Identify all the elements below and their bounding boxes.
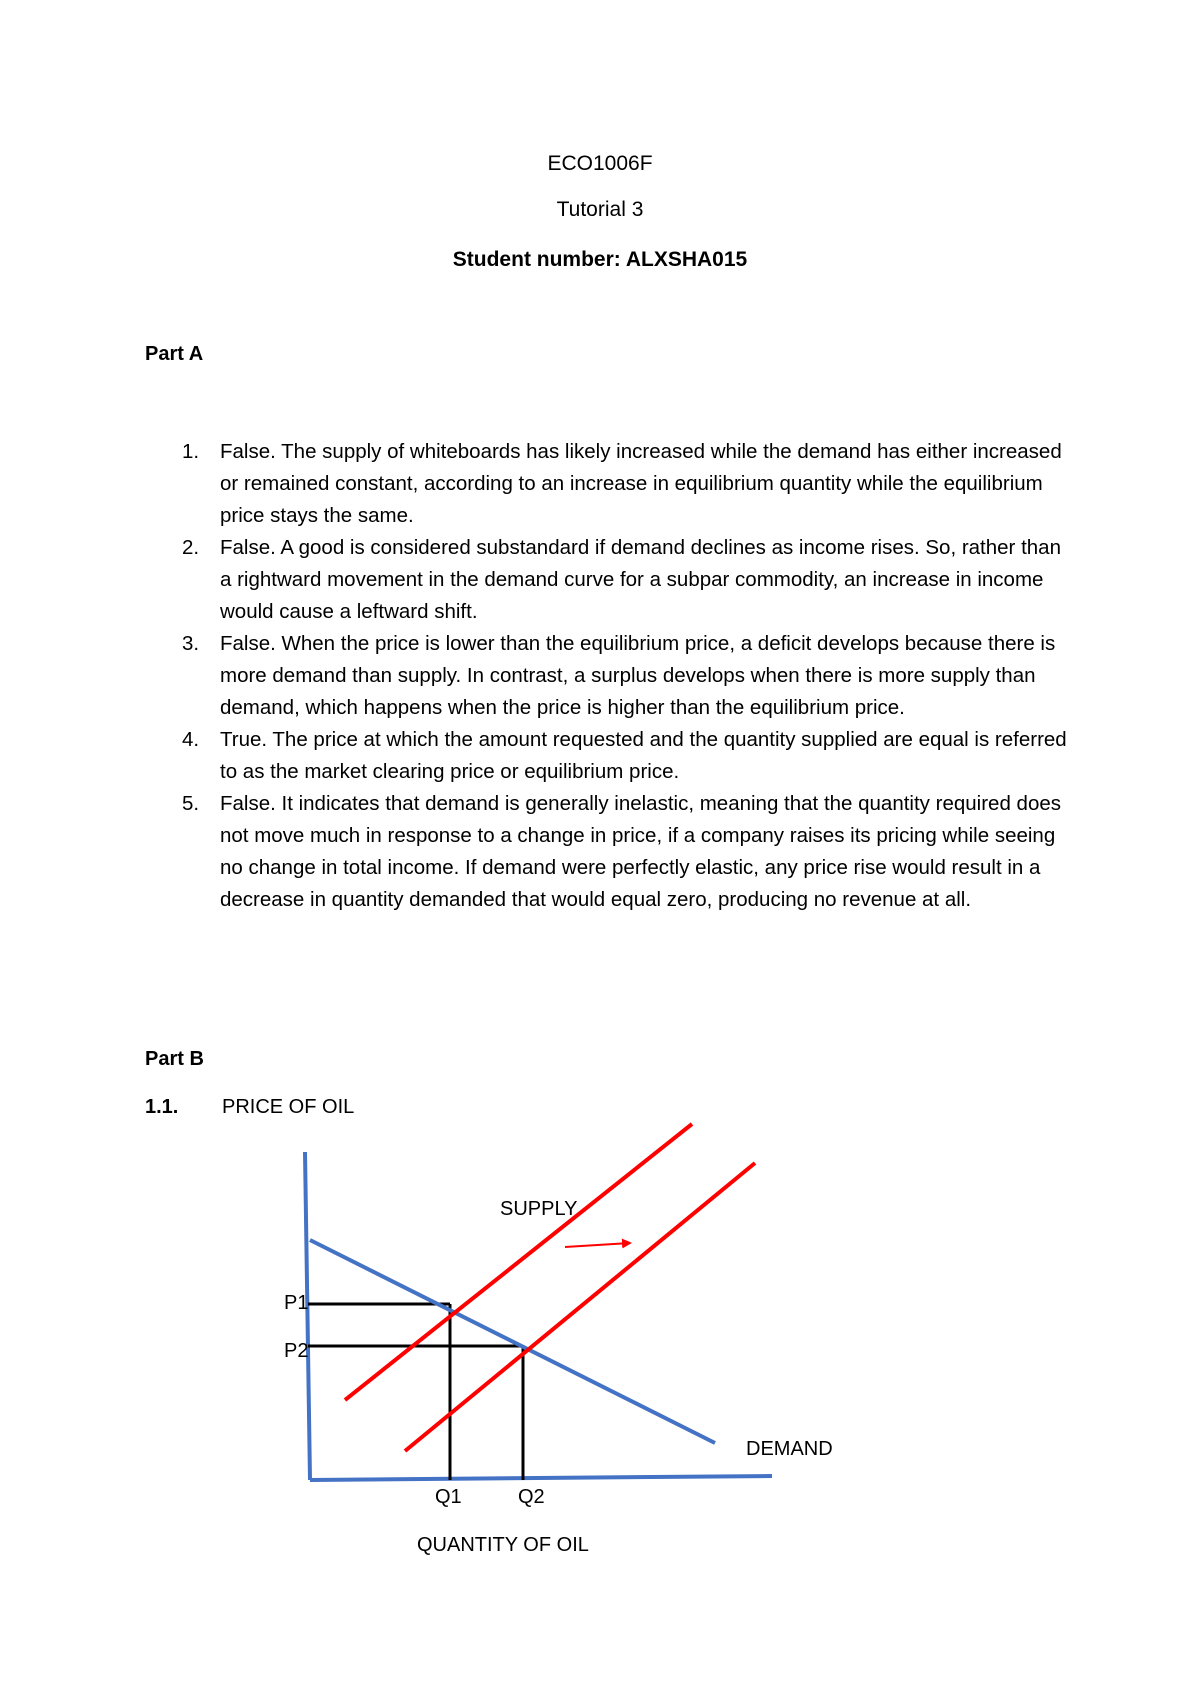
answer-text: False. The supply of whiteboards has likely increased while the demand has either increased or remained constant, according to an increase in equilibrium quantity while the equilibrium price stays the same. <box>220 440 1062 527</box>
answer-text: False. It indicates that demand is generally inelastic, meaning that the quantity required does not move much in response to a change in price, if a company raises its pricing while seeing no change in total income. If demand were perfectly elastic, any price rise would result in a decrease in quantity demanded that would equal zero, producing no revenue at all. <box>220 792 1061 911</box>
student-number: Student number: ALXSHA015 <box>452 248 748 271</box>
question-number: 1.1. <box>145 1096 179 1118</box>
x-axis-label: QUANTITY OF OIL <box>417 1534 589 1556</box>
q1-label: Q1 <box>435 1486 462 1508</box>
answer-number: 5. <box>182 792 200 815</box>
q2-label: Q2 <box>518 1486 545 1508</box>
part-a-heading: Part A <box>145 343 204 365</box>
tutorial-title: Tutorial 3 <box>556 198 644 221</box>
demand-curve <box>310 1240 715 1443</box>
part-b-heading: Part B <box>145 1048 204 1070</box>
course-code: ECO1006F <box>547 152 653 175</box>
p2-label: P2 <box>284 1340 309 1362</box>
answer-text: True. The price at which the amount requested and the quantity supplied are equal is referred to as the market clearing price or equilibrium price. <box>220 728 1067 783</box>
x-axis <box>310 1476 772 1480</box>
answer-text: False. A good is considered substandard if demand declines as income rises. So, rather than a rightward movement in the demand curve for a subpar commodity, an increase in income would cause a leftward shift. <box>220 536 1061 623</box>
y-axis <box>305 1152 310 1480</box>
answer-number: 2. <box>182 536 200 559</box>
answer-number: 4. <box>182 728 200 751</box>
supply-shift-arrow-icon <box>565 1243 630 1247</box>
answer-text: False. When the price is lower than the equilibrium price, a deficit develops because there is more demand than supply. In contrast, a surplus develops when there is more supply than demand, which happens when the price is higher than the equilibrium price. <box>220 632 1056 719</box>
demand-label: DEMAND <box>746 1438 833 1460</box>
p1-label: P1 <box>284 1292 309 1314</box>
y-axis-label: PRICE OF OIL <box>222 1096 355 1118</box>
supply-label: SUPPLY <box>500 1198 578 1220</box>
answer-number: 3. <box>182 632 200 655</box>
supply-curve-shifted <box>405 1163 755 1451</box>
answer-number: 1. <box>182 440 200 463</box>
